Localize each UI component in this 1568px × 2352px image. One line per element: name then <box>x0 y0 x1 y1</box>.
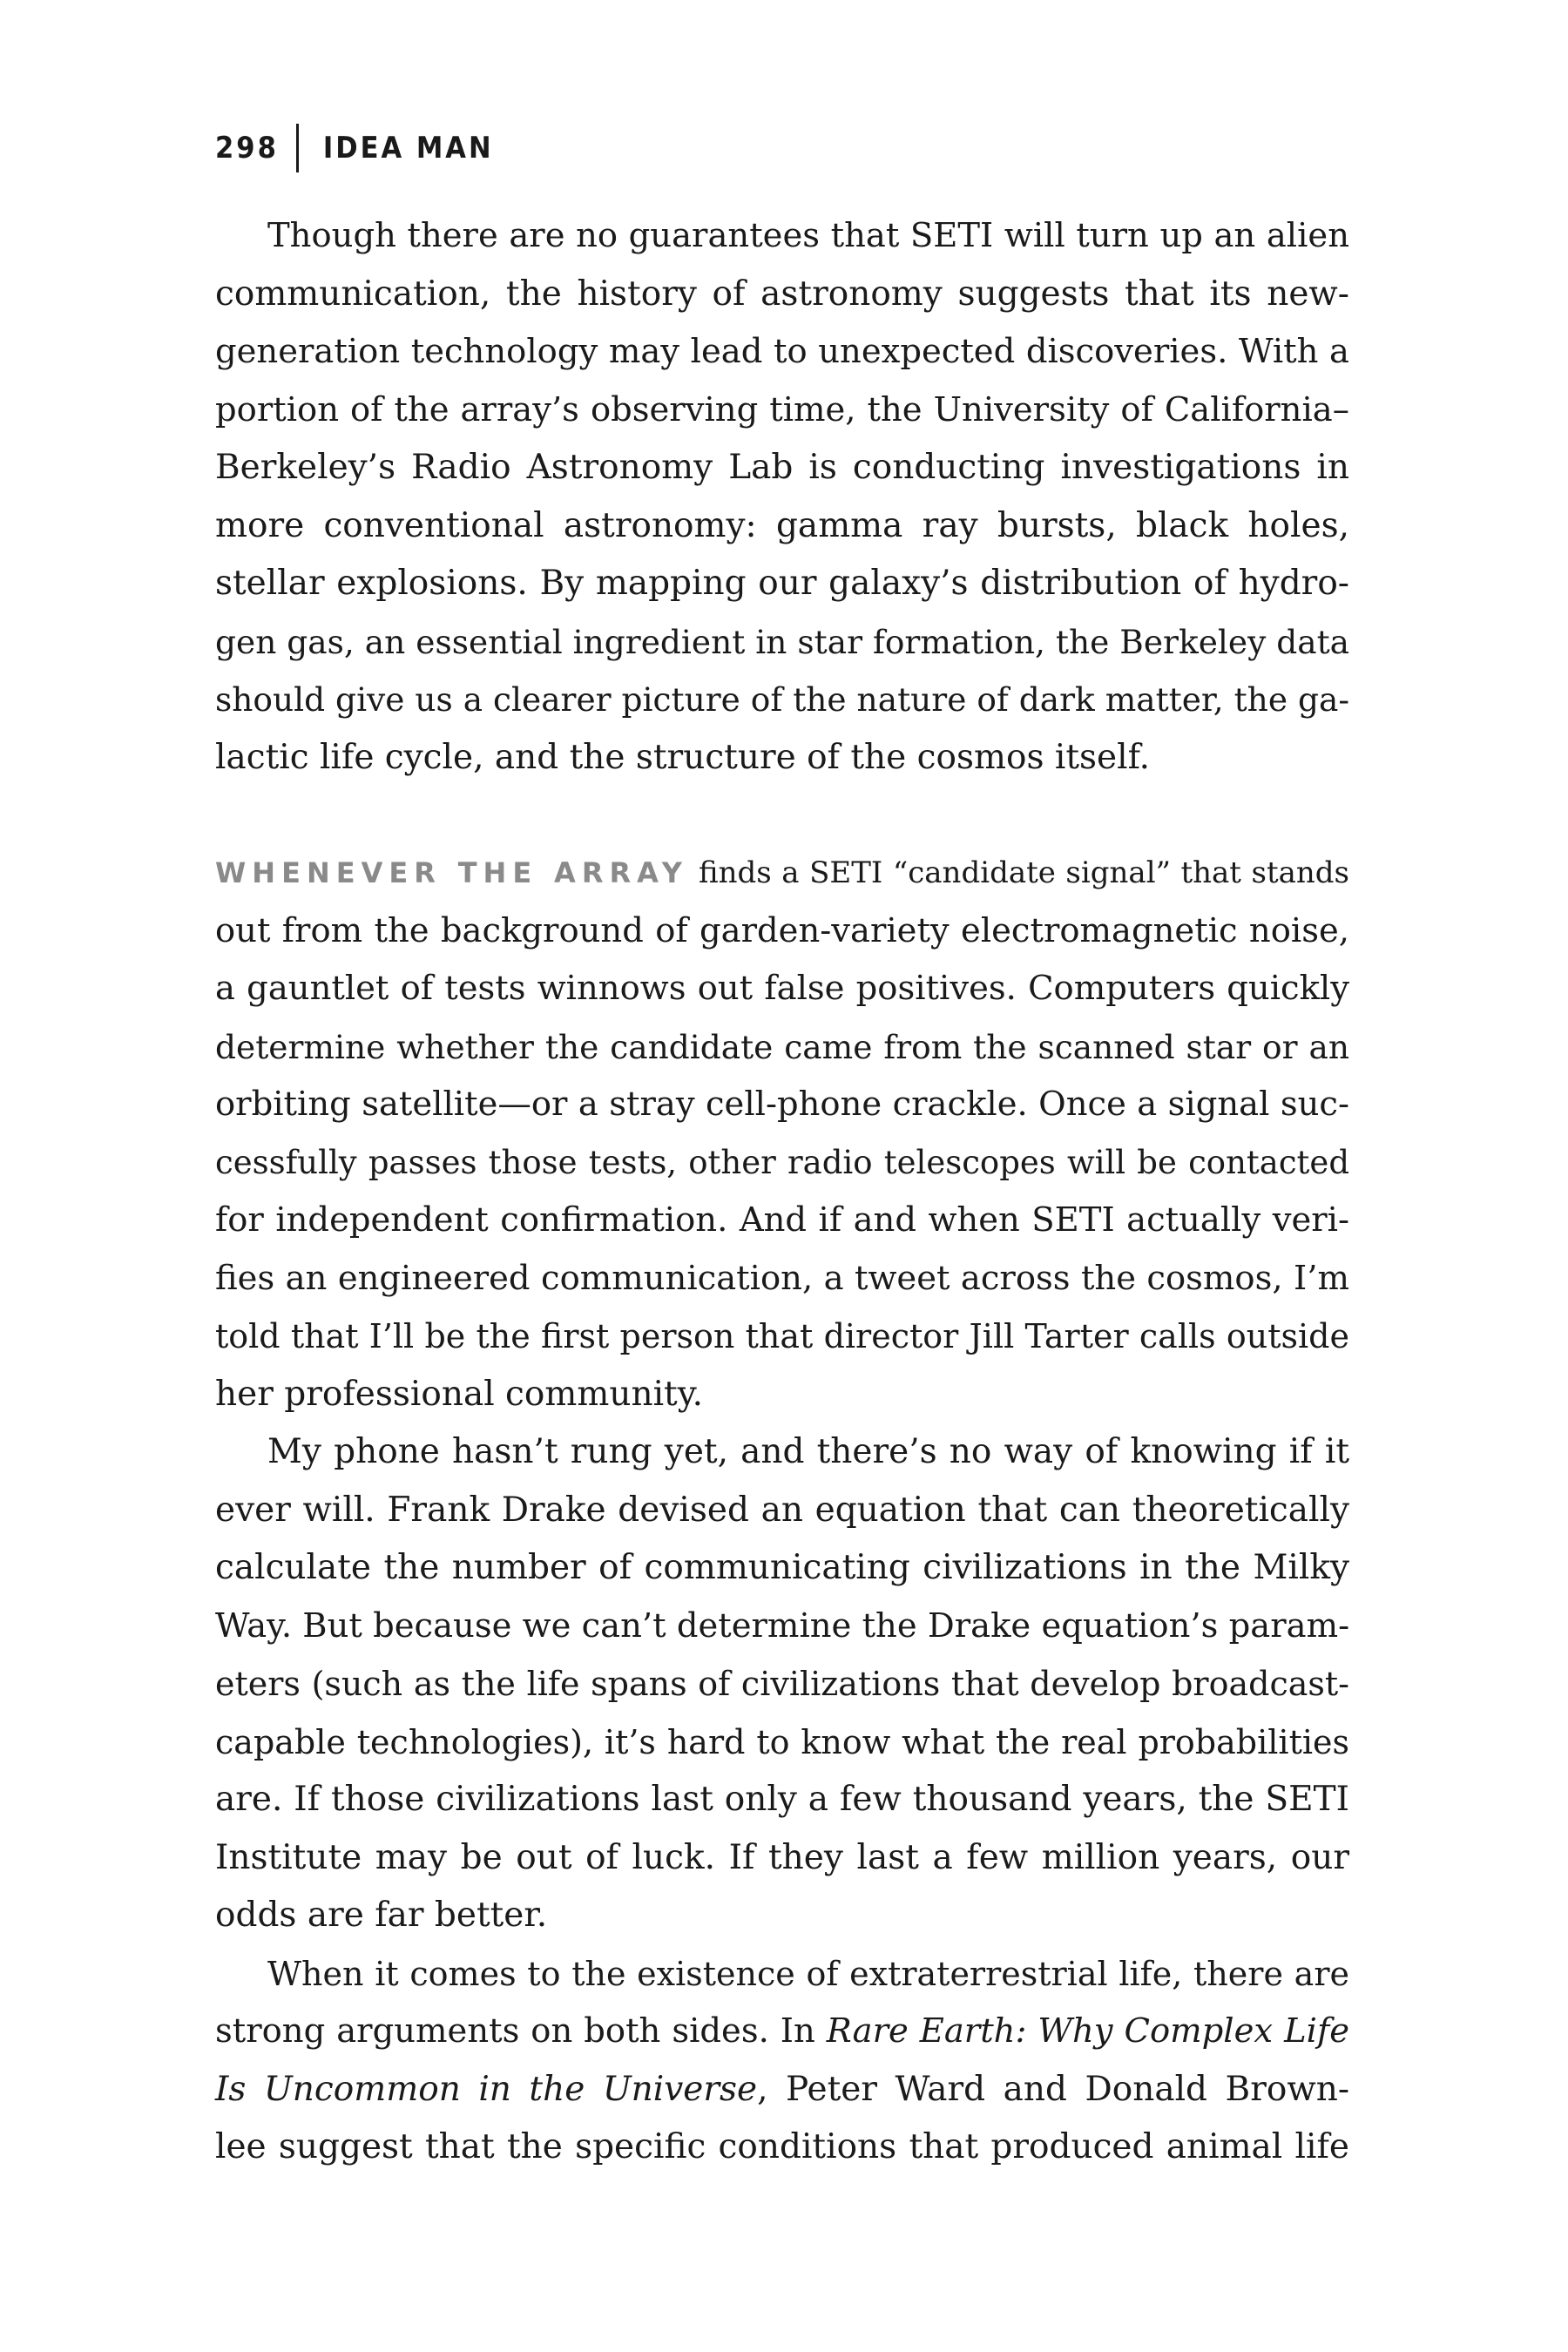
text-line: When it comes to the existence of extraterrestrial life, there are <box>267 1954 1349 1993</box>
text-line: stellar explosions. By mapping our galaxy’s distribution of hydro- <box>215 564 1349 603</box>
text-run: strong arguments on both sides. In <box>215 2011 827 2051</box>
text-line: Institute may be out of luck. If they last a few million years, our <box>215 1837 1349 1877</box>
text-line: eters (such as the life spans of civilizations that develop broadcast- <box>215 1665 1349 1703</box>
text-run: , Peter Ward and Donald Brown- <box>757 2069 1349 2109</box>
text-line <box>215 2061 1349 2119</box>
book-title-citation: Is Uncommon in the Universe <box>215 2069 758 2109</box>
section-break <box>215 787 1349 844</box>
text-line: told that I’ll be the first person that director Jill Tarter calls outside <box>215 1317 1349 1355</box>
text-line: My phone hasn’t rung yet, and there’s no way of knowing if it <box>267 1432 1349 1471</box>
header-divider <box>296 124 299 172</box>
text-line: should give us a clearer picture of the nature of dark matter, the ga- <box>215 680 1349 719</box>
text-line: more conventional astronomy: gamma ray bursts, black holes, <box>215 505 1349 545</box>
body-text <box>215 207 1349 2177</box>
text-line: orbiting satellite—or a stray cell-phone crackle. Once a signal suc- <box>215 1085 1349 1124</box>
text-line: determine whether the candidate came from the scanned star or an <box>215 1027 1349 1066</box>
paragraph-4 <box>215 1945 1349 2177</box>
text-line: portion of the array’s observing time, the University of California– <box>215 389 1349 429</box>
text-line: are. If those civilizations last only a few thousand years, the SETI <box>215 1780 1349 1819</box>
text-line: for independent confirmation. And if and when SETI actually veri- <box>215 1200 1349 1240</box>
text-line <box>215 2003 1349 2061</box>
text-line: her professional community. <box>215 1374 703 1414</box>
paragraph-2 <box>215 844 1349 1423</box>
text-line: cessfully passes those tests, other radio telescopes will be contacted <box>215 1143 1349 1181</box>
book-title-citation: Rare Earth: Why Complex Life <box>826 2011 1349 2051</box>
text-line <box>215 844 1349 902</box>
text-line: lactic life cycle, and the structure of the cosmos itself. <box>215 737 1151 777</box>
book-title: IDEA MAN <box>322 131 494 166</box>
text-line: fies an engineered communication, a tweet across the cosmos, I’m <box>215 1258 1349 1298</box>
section-lead-in: WHENEVER THE ARRAY <box>215 856 688 889</box>
text-line: Way. But because we can’t determine the Drake equation’s param- <box>215 1605 1350 1646</box>
lead-in-continuation: finds a SETI “candidate signal” that stands <box>698 855 1349 890</box>
text-line: lee suggest that the specific conditions that produced animal life <box>215 2127 1349 2166</box>
paragraph-3 <box>215 1423 1349 1945</box>
text-line: odds are far better. <box>215 1896 548 1935</box>
text-line: Though there are no guarantees that SETI will turn up an alien <box>267 216 1349 255</box>
text-line: generation technology may lead to unexpected discoveries. With a <box>215 332 1349 371</box>
text-line: Berkeley’s Radio Astronomy Lab is conducting investigations in <box>215 448 1349 487</box>
page-number: 298 <box>215 131 279 166</box>
text-line: gen gas, an essential ingredient in star formation, the Berkeley data <box>215 622 1349 661</box>
paragraph-1 <box>215 207 1349 787</box>
text-line: capable technologies), it’s hard to know what the real probabilities <box>215 1722 1349 1761</box>
text-line: out from the background of garden-variety electromagnetic noise, <box>215 910 1349 950</box>
text-line: calculate the number of communicating civilizations in the Milky <box>215 1548 1349 1587</box>
text-line: a gauntlet of tests winnows out false positives. Computers quickly <box>215 969 1349 1008</box>
text-line: communication, the history of astronomy suggests that its new- <box>215 274 1349 314</box>
running-head <box>215 124 494 172</box>
text-line: ever will. Frank Drake devised an equation that can theoretically <box>215 1490 1349 1530</box>
